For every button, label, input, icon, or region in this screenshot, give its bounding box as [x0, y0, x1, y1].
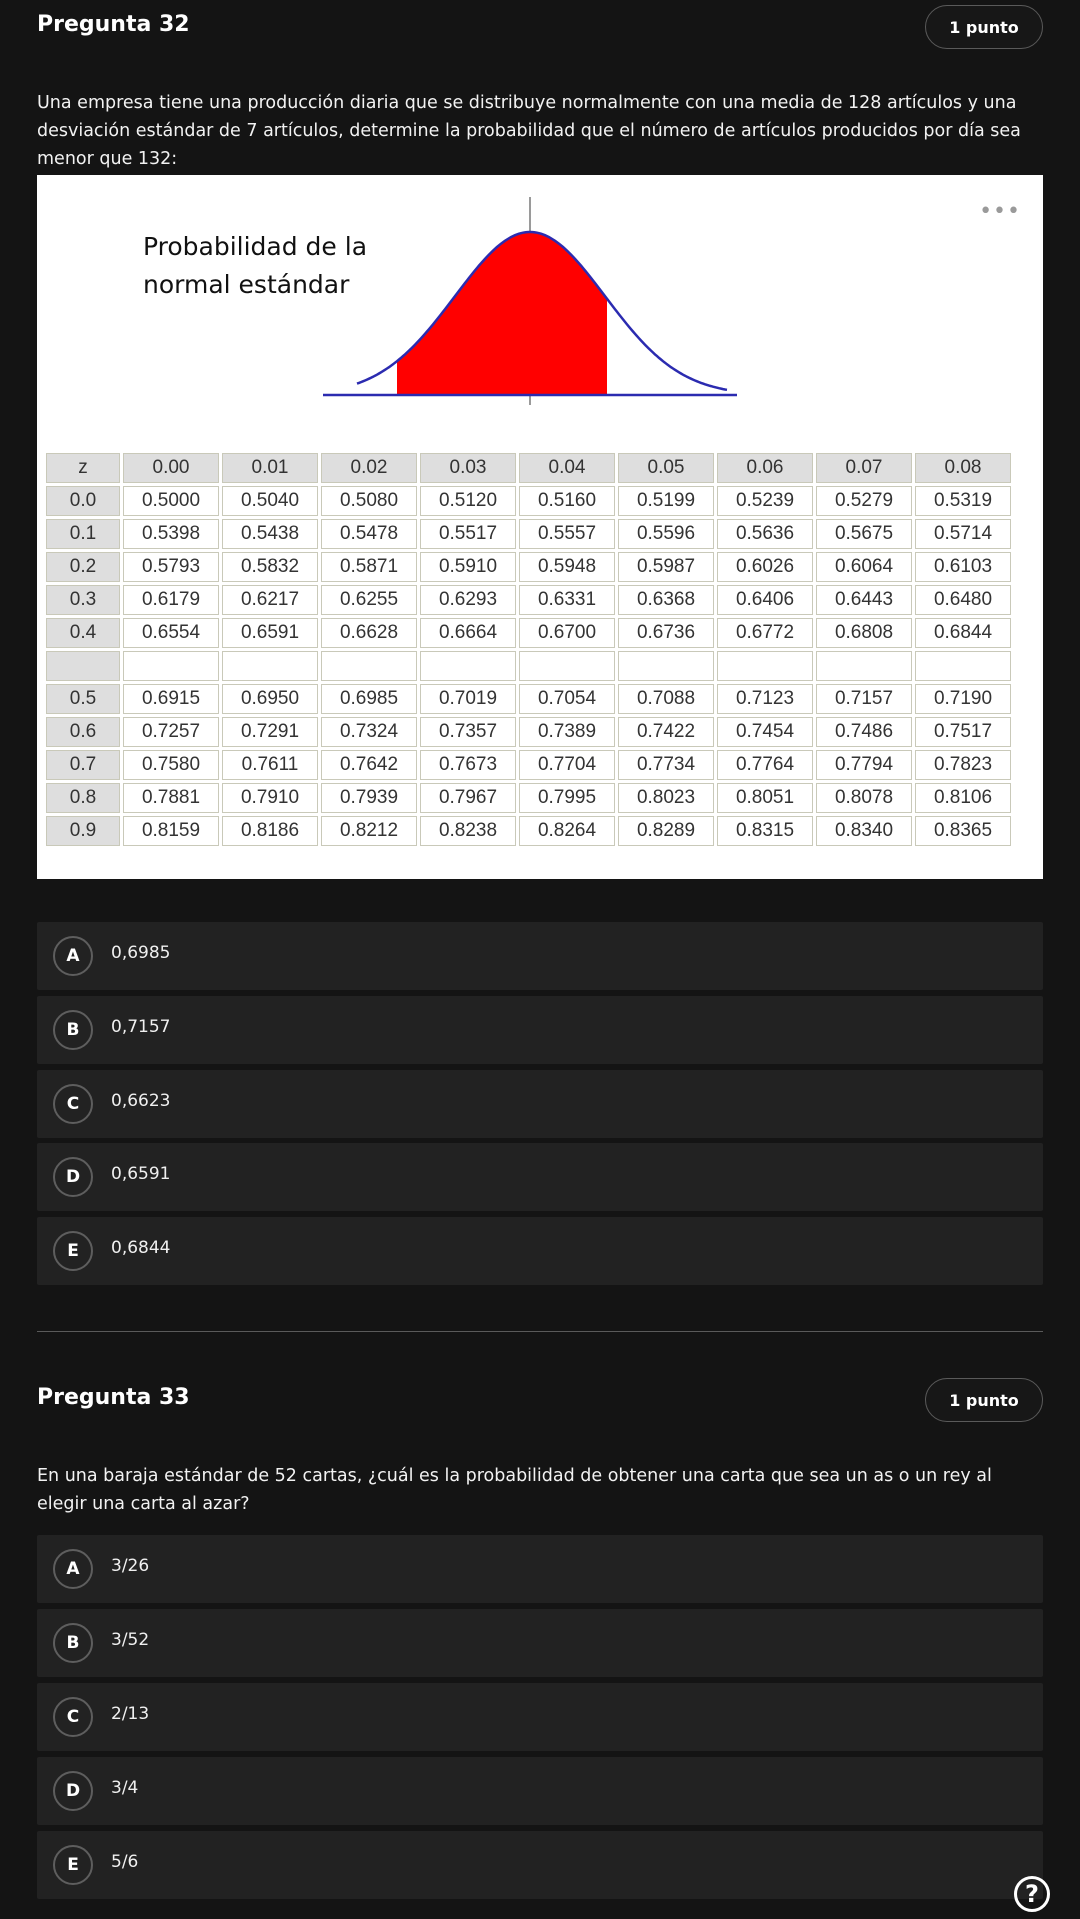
figure-title-line-1: Probabilidad de la	[143, 232, 368, 261]
z-value-cell	[46, 651, 120, 681]
table-cell	[222, 651, 318, 681]
table-cell: 0.6293	[420, 585, 516, 615]
option-letter[interactable]: B	[53, 1623, 93, 1663]
question-title: Pregunta 33	[37, 1385, 190, 1410]
answer-option-e[interactable]	[37, 1217, 1043, 1285]
option-letter[interactable]: D	[53, 1771, 93, 1811]
table-cell: 0.6554	[123, 618, 219, 648]
table-cell: 0.6368	[618, 585, 714, 615]
table-cell: 0.5636	[717, 519, 813, 549]
question-figure	[37, 175, 1043, 879]
answer-option-a[interactable]	[37, 922, 1043, 990]
answer-option-b[interactable]	[37, 996, 1043, 1064]
option-text: 0,6623	[111, 1091, 171, 1111]
option-letter[interactable]: C	[53, 1084, 93, 1124]
answer-option-b[interactable]	[37, 1609, 1043, 1677]
table-row	[46, 486, 1011, 516]
table-cell: 0.5080	[321, 486, 417, 516]
table-cell: 0.5675	[816, 519, 912, 549]
table-cell: 0.6103	[915, 552, 1011, 582]
table-cell: 0.5120	[420, 486, 516, 516]
table-cell: 0.5557	[519, 519, 615, 549]
table-cell: 0.6915	[123, 684, 219, 714]
option-text: 0,6591	[111, 1164, 171, 1184]
table-row	[46, 816, 1011, 846]
table-cell: 0.5239	[717, 486, 813, 516]
table-cell: 0.7734	[618, 750, 714, 780]
table-header-cell: 0.07	[816, 453, 912, 483]
table-cell: 0.5987	[618, 552, 714, 582]
curve-shaded-area	[397, 232, 607, 395]
question-33-header	[37, 1378, 1043, 1424]
table-cell: 0.8264	[519, 816, 615, 846]
table-cell: 0.7422	[618, 717, 714, 747]
option-text: 5/6	[111, 1852, 139, 1872]
option-letter[interactable]: E	[53, 1231, 93, 1271]
table-cell: 0.7967	[420, 783, 516, 813]
question-32-header	[37, 5, 1043, 51]
table-cell: 0.6026	[717, 552, 813, 582]
table-row	[46, 519, 1011, 549]
table-row	[46, 717, 1011, 747]
table-cell: 0.5910	[420, 552, 516, 582]
table-cell: 0.6772	[717, 618, 813, 648]
z-value-cell: 0.8	[46, 783, 120, 813]
table-cell: 0.7157	[816, 684, 912, 714]
table-cell	[123, 651, 219, 681]
table-cell: 0.7324	[321, 717, 417, 747]
points-badge: 1 punto	[925, 1378, 1043, 1422]
table-cell: 0.8340	[816, 816, 912, 846]
help-icon[interactable]: ?	[1014, 1876, 1050, 1912]
option-text: 0,7157	[111, 1017, 171, 1037]
table-cell	[321, 651, 417, 681]
table-cell: 0.5160	[519, 486, 615, 516]
table-header-cell: 0.06	[717, 453, 813, 483]
table-row	[46, 750, 1011, 780]
z-value-cell: 0.0	[46, 486, 120, 516]
table-cell: 0.8212	[321, 816, 417, 846]
table-cell: 0.8289	[618, 816, 714, 846]
points-badge: 1 punto	[925, 5, 1043, 49]
table-cell: 0.5040	[222, 486, 318, 516]
option-text: 0,6985	[111, 943, 171, 963]
z-table	[43, 450, 1014, 849]
option-text: 0,6844	[111, 1238, 171, 1258]
table-cell: 0.5478	[321, 519, 417, 549]
table-row	[46, 585, 1011, 615]
table-cell: 0.6331	[519, 585, 615, 615]
table-row	[46, 552, 1011, 582]
table-cell: 0.5438	[222, 519, 318, 549]
table-cell: 0.8186	[222, 816, 318, 846]
table-header-row	[46, 453, 1011, 483]
answer-option-c[interactable]	[37, 1070, 1043, 1138]
table-header-cell: 0.03	[420, 453, 516, 483]
table-cell: 0.7054	[519, 684, 615, 714]
table-cell: 0.5793	[123, 552, 219, 582]
table-cell: 0.6664	[420, 618, 516, 648]
answer-option-a[interactable]	[37, 1535, 1043, 1603]
table-cell: 0.5948	[519, 552, 615, 582]
table-cell: 0.6255	[321, 585, 417, 615]
table-cell: 0.6179	[123, 585, 219, 615]
table-cell: 0.8106	[915, 783, 1011, 813]
table-row	[46, 684, 1011, 714]
option-letter[interactable]: A	[53, 936, 93, 976]
table-header-cell: 0.02	[321, 453, 417, 483]
option-text: 3/26	[111, 1556, 150, 1576]
table-cell: 0.7764	[717, 750, 813, 780]
normal-curve-graphic	[37, 175, 1043, 445]
table-cell: 0.7454	[717, 717, 813, 747]
table-cell: 0.6808	[816, 618, 912, 648]
table-cell: 0.5714	[915, 519, 1011, 549]
table-cell: 0.7123	[717, 684, 813, 714]
table-cell: 0.5199	[618, 486, 714, 516]
question-title: Pregunta 32	[37, 12, 190, 37]
answer-option-d[interactable]	[37, 1757, 1043, 1825]
table-row	[46, 651, 1011, 681]
table-cell: 0.6480	[915, 585, 1011, 615]
table-cell: 0.5517	[420, 519, 516, 549]
table-cell: 0.5596	[618, 519, 714, 549]
z-value-cell: 0.2	[46, 552, 120, 582]
table-cell: 0.8238	[420, 816, 516, 846]
table-cell: 0.7257	[123, 717, 219, 747]
question-text: Una empresa tiene una producción diaria que se distribuye normalmente con una media de 128 artículos y una desviación estándar de 7 artículos, determine la probabilidad que el número de artículos producidos por día sea menor que 132:	[37, 93, 1021, 169]
table-cell: 0.5871	[321, 552, 417, 582]
table-cell: 0.7611	[222, 750, 318, 780]
table-cell: 0.8078	[816, 783, 912, 813]
table-cell: 0.6844	[915, 618, 1011, 648]
table-row	[46, 783, 1011, 813]
table-cell: 0.7823	[915, 750, 1011, 780]
section-divider	[37, 1331, 1043, 1332]
answer-option-d[interactable]	[37, 1143, 1043, 1211]
table-cell: 0.5398	[123, 519, 219, 549]
z-value-cell: 0.7	[46, 750, 120, 780]
table-cell: 0.7794	[816, 750, 912, 780]
table-cell	[816, 651, 912, 681]
table-header-cell: 0.00	[123, 453, 219, 483]
table-cell: 0.7673	[420, 750, 516, 780]
table-cell: 0.6064	[816, 552, 912, 582]
table-header-cell: 0.04	[519, 453, 615, 483]
more-options-icon[interactable]: •••	[979, 199, 1021, 224]
table-row	[46, 618, 1011, 648]
table-cell: 0.7088	[618, 684, 714, 714]
table-cell	[618, 651, 714, 681]
z-value-cell: 0.5	[46, 684, 120, 714]
option-text: 3/4	[111, 1778, 139, 1798]
table-cell: 0.7642	[321, 750, 417, 780]
table-cell: 0.7291	[222, 717, 318, 747]
table-cell: 0.8315	[717, 816, 813, 846]
table-header-cell: 0.08	[915, 453, 1011, 483]
table-cell: 0.7019	[420, 684, 516, 714]
z-value-cell: 0.4	[46, 618, 120, 648]
table-cell: 0.6406	[717, 585, 813, 615]
table-cell: 0.6217	[222, 585, 318, 615]
table-cell	[915, 651, 1011, 681]
table-cell: 0.6591	[222, 618, 318, 648]
table-cell: 0.5000	[123, 486, 219, 516]
table-cell: 0.6950	[222, 684, 318, 714]
table-cell: 0.6443	[816, 585, 912, 615]
answer-option-c[interactable]	[37, 1683, 1043, 1751]
table-cell: 0.7910	[222, 783, 318, 813]
table-cell: 0.6628	[321, 618, 417, 648]
table-cell: 0.7995	[519, 783, 615, 813]
table-cell: 0.7704	[519, 750, 615, 780]
option-letter[interactable]: A	[53, 1549, 93, 1589]
table-cell: 0.7939	[321, 783, 417, 813]
answer-option-e[interactable]	[37, 1831, 1043, 1899]
option-letter[interactable]: C	[53, 1697, 93, 1737]
table-cell: 0.7881	[123, 783, 219, 813]
option-letter[interactable]: D	[53, 1157, 93, 1197]
table-cell: 0.6700	[519, 618, 615, 648]
table-cell: 0.8159	[123, 816, 219, 846]
table-cell: 0.7580	[123, 750, 219, 780]
z-value-cell: 0.6	[46, 717, 120, 747]
table-header-cell: 0.05	[618, 453, 714, 483]
table-cell: 0.8051	[717, 783, 813, 813]
table-cell	[717, 651, 813, 681]
question-text: En una baraja estándar de 52 cartas, ¿cuál es la probabilidad de obtener una carta que sea un as o un rey al elegir una carta al azar?	[37, 1466, 992, 1514]
table-cell: 0.8365	[915, 816, 1011, 846]
option-letter[interactable]: B	[53, 1010, 93, 1050]
table-cell: 0.5319	[915, 486, 1011, 516]
table-cell: 0.7190	[915, 684, 1011, 714]
table-header-cell: 0.01	[222, 453, 318, 483]
table-cell: 0.6985	[321, 684, 417, 714]
table-header-cell: z	[46, 453, 120, 483]
table-cell: 0.7517	[915, 717, 1011, 747]
table-cell: 0.5832	[222, 552, 318, 582]
option-letter[interactable]: E	[53, 1845, 93, 1885]
table-cell: 0.6736	[618, 618, 714, 648]
table-cell: 0.7357	[420, 717, 516, 747]
table-cell: 0.7389	[519, 717, 615, 747]
z-value-cell: 0.3	[46, 585, 120, 615]
table-cell	[420, 651, 516, 681]
table-cell: 0.5279	[816, 486, 912, 516]
table-cell	[519, 651, 615, 681]
table-cell: 0.7486	[816, 717, 912, 747]
z-value-cell: 0.1	[46, 519, 120, 549]
option-text: 3/52	[111, 1630, 150, 1650]
z-value-cell: 0.9	[46, 816, 120, 846]
option-text: 2/13	[111, 1704, 150, 1724]
table-cell: 0.8023	[618, 783, 714, 813]
figure-title-line-2: normal estándar	[143, 270, 350, 299]
